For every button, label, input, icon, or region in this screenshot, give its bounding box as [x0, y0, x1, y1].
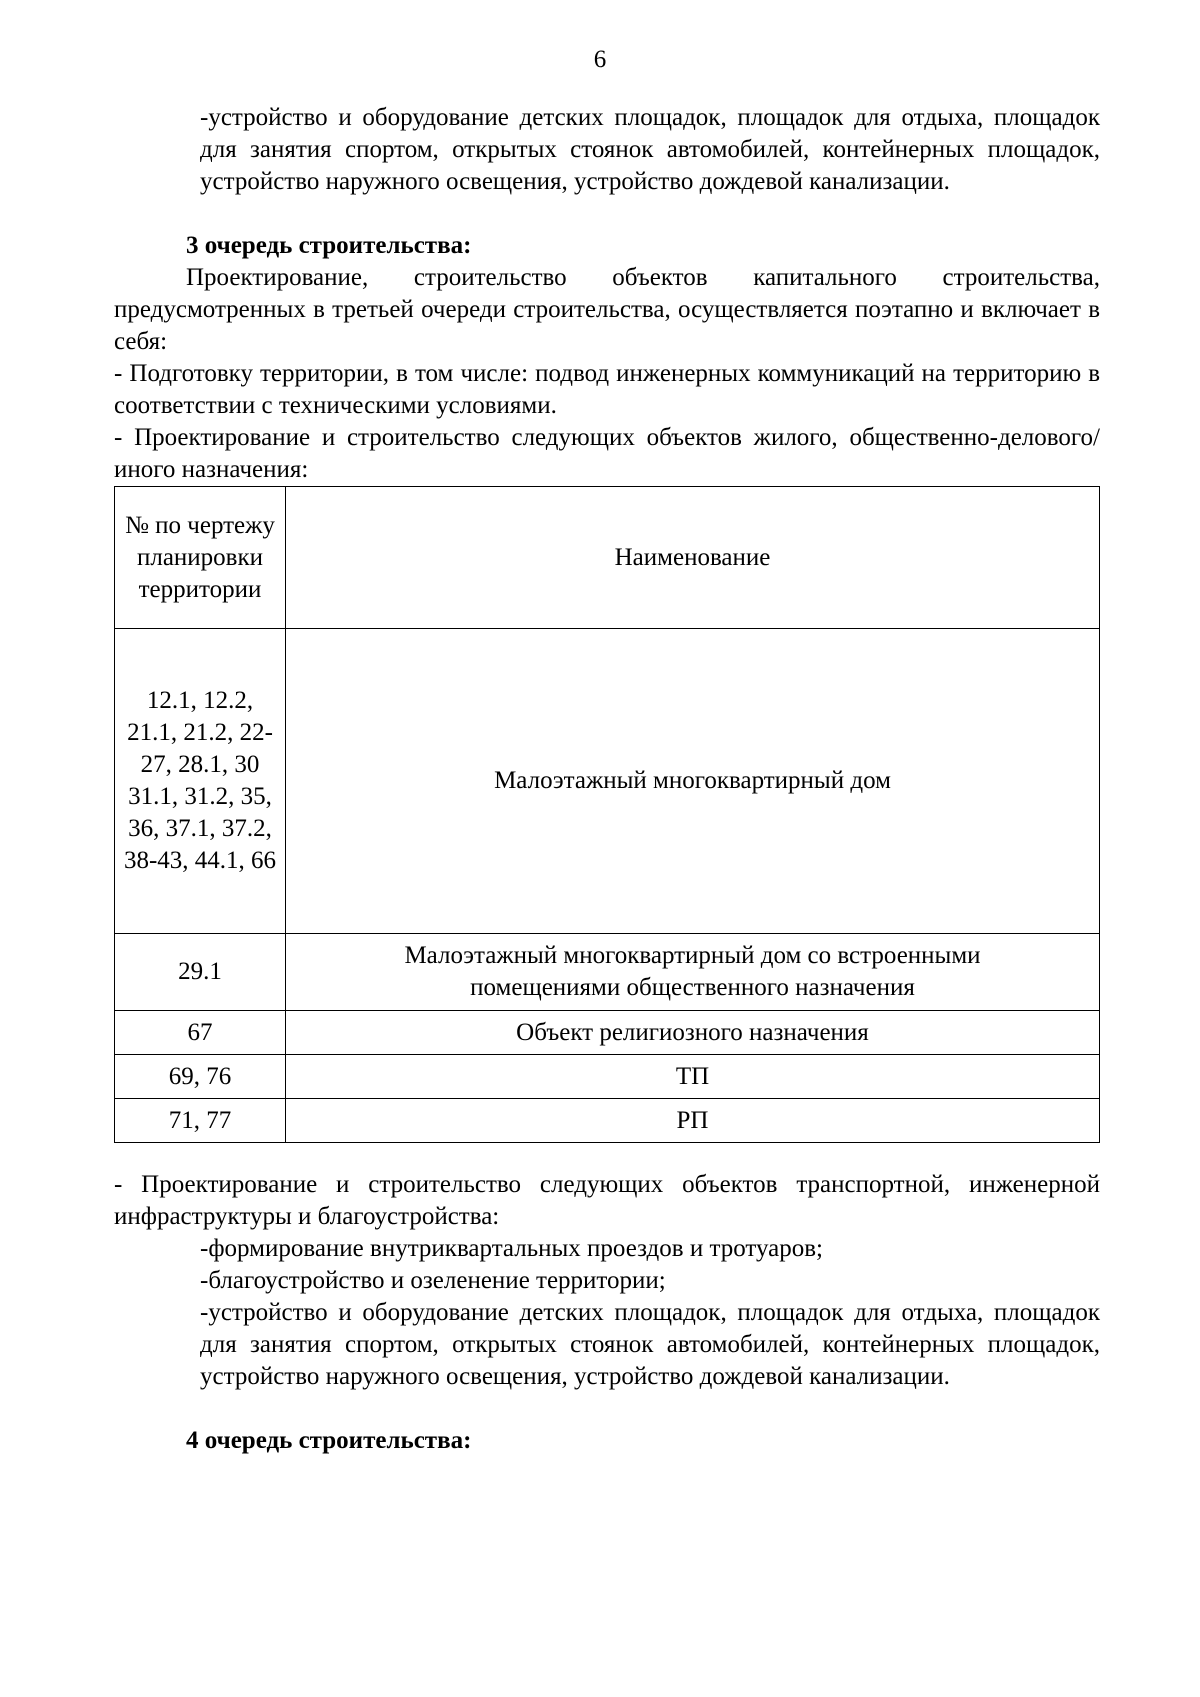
table-header-row [115, 487, 1100, 629]
table-cell-num: 67 [115, 1011, 286, 1055]
table-row [115, 629, 1100, 934]
after-table-bullet-roads: -формирование внутриквартальных проездов и тротуаров; [200, 1235, 823, 1262]
after-table-bullet-playgrounds: -устройство и оборудование детских площадок, площадок для отдыха, площадок для занятия спортом, открытых стоянок автомобилей, контейнерных площадок, устройство наружного освещения, устройство дождевой канализации. [200, 1299, 1100, 1390]
section3-item-objects: - Проектирование и строительство следующих объектов жилого, общественно-делового/иного назначения: [114, 424, 1100, 483]
table-row [115, 934, 1100, 1011]
table-header-num: № по чертежу планировки территории [115, 487, 286, 629]
page-number: 6 [593, 46, 607, 73]
section3-intro: Проектирование, строительство объектов капитального строительства, предусмотренных в третьей очереди строительства, осуществляется поэтапно и включает в себя: [114, 264, 1100, 355]
after-table-bullet-landscaping: -благоустройство и озеленение территории; [200, 1267, 666, 1294]
table-cell-num: 71, 77 [115, 1099, 286, 1143]
table-cell-name: РП [286, 1099, 1100, 1143]
table-row [115, 1099, 1100, 1143]
table-cell-name: Малоэтажный многоквартирный дом со встроенными помещениями общественного назначения [286, 934, 1100, 1011]
section4-heading: 4 очередь строительства: [186, 1427, 472, 1454]
section3-heading: 3 очередь строительства: [186, 232, 472, 259]
top-bullet-paragraph: -устройство и оборудование детских площадок, площадок для отдыха, площадок для занятия спортом, открытых стоянок автомобилей, контейнерных площадок, устройство наружного освещения, устройство дождевой канализации. [200, 104, 1100, 195]
table-cell-num: 12.1, 12.2, 21.1, 21.2, 22-27, 28.1, 30 31.1, 31.2, 35, 36, 37.1, 37.2, 38-43, 44.1, 66 [115, 629, 286, 934]
table-cell-name: ТП [286, 1055, 1100, 1099]
table-header-name: Наименование [286, 487, 1100, 629]
after-table-intro: - Проектирование и строительство следующих объектов транспортной, инженерной инфраструктуры и благоустройства: [114, 1171, 1100, 1230]
table-row [115, 1055, 1100, 1099]
table-row [115, 1011, 1100, 1055]
section3-item-territory: - Подготовку территории, в том числе: подвод инженерных коммуникаций на территорию в соответствии с техническими условиями. [114, 360, 1100, 419]
table-cell-name: Объект религиозного назначения [286, 1011, 1100, 1055]
objects-table [114, 486, 1100, 1143]
document-body [114, 102, 1100, 1457]
table-cell-num: 69, 76 [115, 1055, 286, 1099]
table-cell-num: 29.1 [115, 934, 286, 1011]
table-cell-name: Малоэтажный многоквартирный дом [286, 629, 1100, 934]
